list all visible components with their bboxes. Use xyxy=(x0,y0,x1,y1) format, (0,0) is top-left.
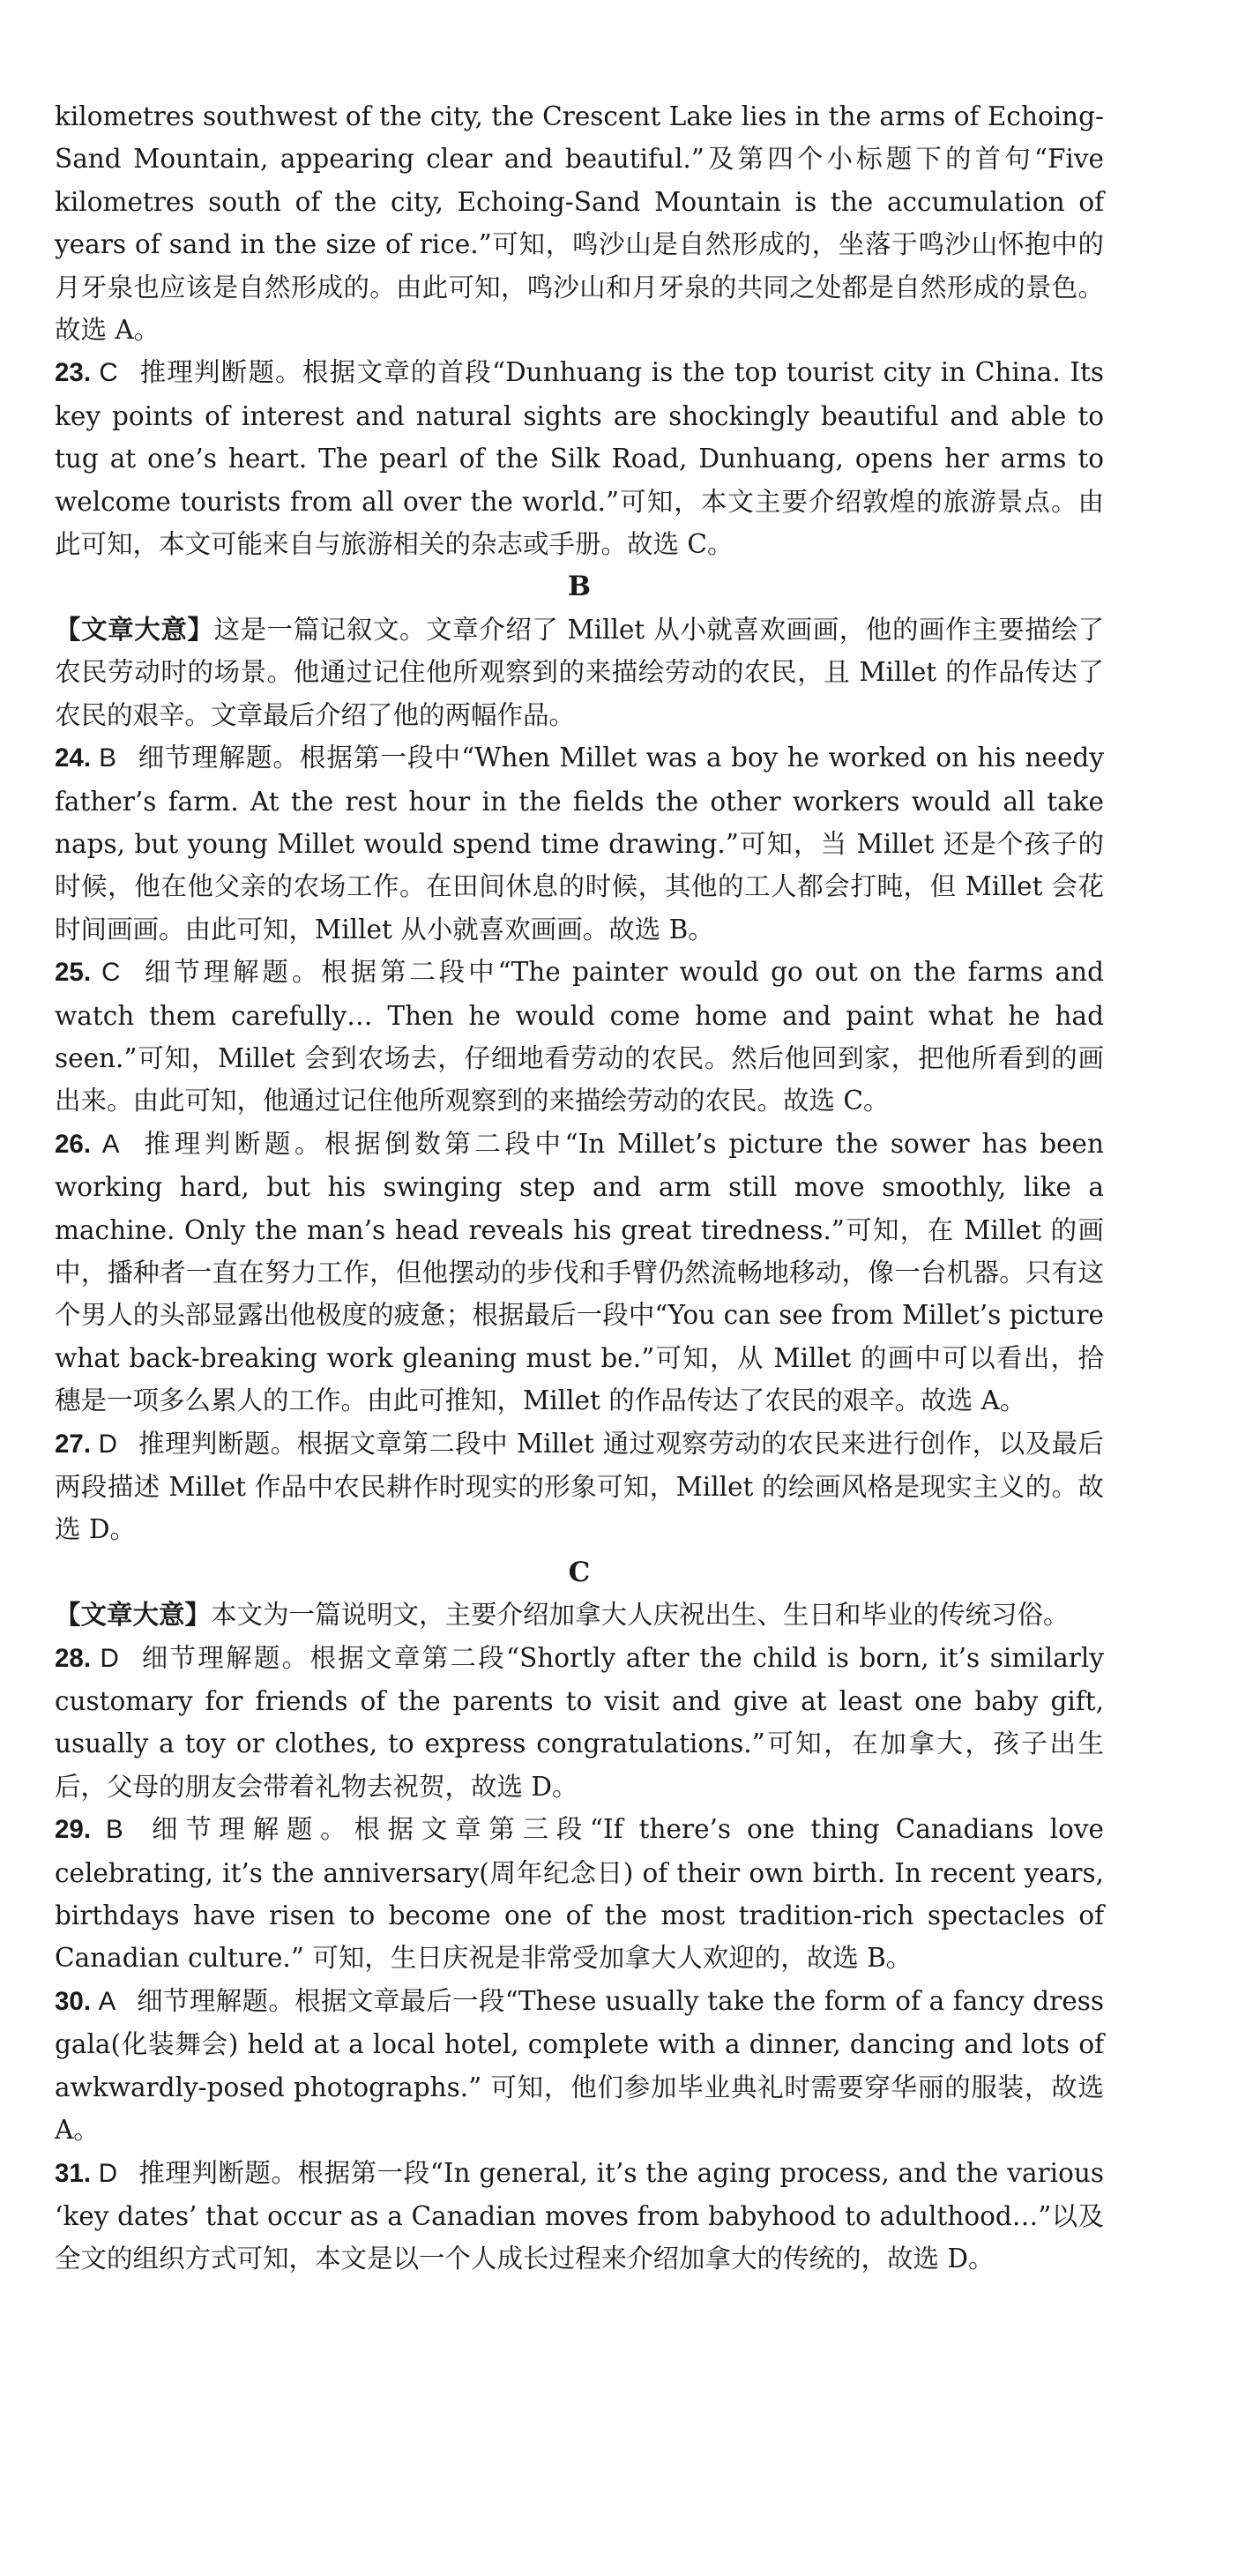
summary-text: 本文为一篇说明文，主要介绍加拿大人庆祝出生、生日和毕业的传统习俗。 xyxy=(211,1600,1070,1631)
section-heading-c: C xyxy=(568,1556,591,1588)
explanation-text: 细节理解题。根据文章第二段“Shortly after the child is born, it’s similarly customary for friends of the parents to visit and give at least one baby gift, usually a toy or clothes, to express congratulations.”可知，在加拿大，孩子出生后，父母的朋友会带着礼物去祝贺，故选 D。 xyxy=(55,1642,1104,1802)
answer-31: 31. D 推理判断题。根据第一段“In general, it’s the aging process, and the various ‘key dates’ that occur as a Canadian moves from babyhood to adulthood…”以及全文的组织方式可知，本文是以一个人成长过程来介绍加拿大的传统的，故选 D。 xyxy=(55,2157,1104,2274)
summary-c xyxy=(55,1594,1104,1636)
summary-text: 这是一篇记叙文。文章介绍了 Millet 从小就喜欢画画，他的画作主要描绘了农民劳动时的场景。他通过记住他所观察到的来描绘劳动的农民，且 Millet 的作品传达了农民的艰辛。文章最后介绍了他的两幅作品。 xyxy=(55,614,1104,730)
summary-b xyxy=(55,609,1104,736)
explanation-text: 推理判断题。根据第一段“In general, it’s the aging process, and the various ‘key dates’ that occur as a Canadian moves from babyhood to adulthood…”以及全文的组织方式可知，本文是以一个人成长过程来介绍加拿大的传统的，故选 D。 xyxy=(55,2157,1104,2274)
explanation-text: 推理判断题。根据文章的首段“Dunhuang is the top tourist city in China. Its key points of interest and natural sights are shockingly beautiful and able to tug at one’s heart. The pearl of the Silk Road, Dunhuang, opens her arms to welcome tourists from all over the world.”可知，本文主要介绍敦煌的旅游景点。由此可知，本文可能来自与旅游相关的杂志或手册。故选 C。 xyxy=(55,357,1104,560)
question-number: 25 xyxy=(55,958,84,988)
intro-paragraph: kilometres southwest of the city, the Crescent Lake lies in the arms of Echoing-Sand Mountain, appearing clear and beautiful.”及第四个小标题下的首句“Five kilometres south of the city, Echoing-Sand Mountain is the accumulation of years of sand in the size of rice.”可知，鸣沙山是自然形成的，坐落于鸣沙山怀抱中的月牙泉也应该是自然形成的。由此可知，鸣沙山和月牙泉的共同之处都是自然形成的景色。故选 A。 xyxy=(55,101,1104,346)
explanation-text: 推理判断题。根据倒数第二段中“In Millet’s picture the sower has been working hard, but his swinging step and arm still move smoothly, like a machine. Only the man’s head reveals his great tiredness.”可知，在 Millet 的画中，播种者一直在努力工作，但他摆动的步伐和手臂仍然流畅地移动，像一台机器。只有这个男人的头部显露出他极度的疲惫；根据最后一段中“You can see from Millet’s picture what back-breaking work gleaning must be.”可知，从 Millet 的画中可以看出，拾穗是一项多么累人的工作。由此可推知，Millet 的作品传达了农民的艰辛。故选 A。 xyxy=(55,1128,1104,1416)
answer-23: 23. C 推理判断题。根据文章的首段“Dunhuang is the top tourist city in China. Its key points of interest and natural sights are shockingly beautiful and able to tug at one’s heart. The pearl of the Silk Road, Dunhuang, opens her arms to welcome tourists from all over the world.”可知，本文主要介绍敦煌的旅游景点。由此可知，本文可能来自与旅游相关的杂志或手册。故选 C。 xyxy=(55,357,1104,560)
answer-30: 30. A 细节理解题。根据文章最后一段“These usually take the form of a fancy dress gala(化装舞会) held at a local hotel, complete with a dinner, dancing and lots of awkwardly-posed photographs.” 可知，他们参加毕业典礼时需要穿华丽的服装，故选 A。 xyxy=(55,1985,1104,2146)
question-number: 23 xyxy=(55,358,84,388)
answer-letter: C xyxy=(99,358,118,388)
explanation-text: 细节理解题。根据文章最后一段“These usually take the form of a fancy dress gala(化装舞会) held at a local hotel, complete with a dinner, dancing and lots of awkwardly-posed photographs.” 可知，他们参加毕业典礼时需要穿华丽的服装，故选 A。 xyxy=(55,1985,1104,2146)
answer-24: 24. B 细节理解题。根据第一段中“When Millet was a boy he worked on his needy father’s farm. At the rest hour in the fields the other workers would all take naps, but young Millet would spend time drawing.”可知，当 Millet 还是个孩子的时候，他在他父亲的农场工作。在田间休息的时候，其他的工人都会打盹，但 Millet 会花时间画画。由此可知，Millet 从小就喜欢画画。故选 B。 xyxy=(55,743,1104,945)
answer-letter: B xyxy=(99,743,116,773)
answer-letter: B xyxy=(105,1815,123,1845)
question-number: 24 xyxy=(55,743,84,773)
summary-tag: 【文章大意】 xyxy=(55,1599,212,1631)
answer-letter: A xyxy=(98,1986,116,2016)
answer-letter: A xyxy=(101,1129,120,1159)
question-number: 28 xyxy=(55,1643,84,1673)
question-number: 31 xyxy=(55,2158,84,2188)
answer-29: 29. B 细节理解题。根据文章第三段“If there’s one thing Canadians love celebrating, it’s the anniversary(周年纪念日) of their own birth. In recent years, birthdays have risen to become one of the most tradition-rich spectacles of Canadian culture.” 可知，生日庆祝是非常受加拿大人欢迎的，故选 B。 xyxy=(55,1814,1104,1974)
section-heading-b: B xyxy=(567,571,592,603)
explanation-text: 推理判断题。根据文章第二段中 Millet 通过观察劳动的农民来进行创作，以及最后两段描述 Millet 作品中农民耕作时现实的形象可知，Millet 的绘画风格是现实主义的。故选 D。 xyxy=(55,1428,1104,1545)
explanation-text: 细节理解题。根据文章第三段“If there’s one thing Canadians love celebrating, it’s the anniversary(周年纪念日) of their own birth. In recent years, birthdays have risen to become one of the most tradition-rich spectacles of Canadian culture.” 可知，生日庆祝是非常受加拿大人欢迎的，故选 B。 xyxy=(55,1814,1104,1974)
explanation-text: 细节理解题。根据第二段中“The painter would go out on the farms and watch them carefully… Then he would come home and paint what he had seen.”可知，Millet 会到农场去，仔细地看劳动的农民。然后他回到家，把他所看到的画出来。由此可知，他通过记住他所观察到的来描绘劳动的农民。故选 C。 xyxy=(55,957,1104,1116)
answer-letter: C xyxy=(101,958,121,988)
answer-letter: D xyxy=(98,2158,118,2188)
question-number: 26 xyxy=(55,1129,84,1159)
answer-27: 27. D 推理判断题。根据文章第二段中 Millet 通过观察劳动的农民来进行创作，以及最后两段描述 Millet 作品中农民耕作时现实的形象可知，Millet 的绘画风格是现实主义的。故选 D。 xyxy=(55,1428,1104,1545)
question-number: 30 xyxy=(55,1986,84,2016)
summary-tag: 【文章大意】 xyxy=(55,613,214,645)
question-number: 29 xyxy=(55,1815,84,1845)
explanation-text: 细节理解题。根据第一段中“When Millet was a boy he worked on his needy father’s farm. At the rest hour in the fields the other workers would all take naps, but young Millet would spend time drawing.”可知，当 Millet 还是个孩子的时候，他在他父亲的农场工作。在田间休息的时候，其他的工人都会打盹，但 Millet 会花时间画画。由此可知，Millet 从小就喜欢画画。故选 B。 xyxy=(55,743,1104,945)
question-number: 27 xyxy=(55,1429,84,1459)
answer-letter: D xyxy=(100,1643,119,1673)
answer-28: 28. D 细节理解题。根据文章第二段“Shortly after the child is born, it’s similarly customary for friends of the parents to visit and give at least one baby gift, usually a toy or clothes, to express congratulations.”可知，在加拿大，孩子出生后，父母的朋友会带着礼物去祝贺，故选 D。 xyxy=(55,1642,1104,1802)
answer-25: 25. C 细节理解题。根据第二段中“The painter would go out on the farms and watch them carefully… Then he would come home and paint what he had seen.”可知，Millet 会到农场去，仔细地看劳动的农民。然后他回到家，把他所看到的画出来。由此可知，他通过记住他所观察到的来描绘劳动的农民。故选 C。 xyxy=(55,957,1104,1116)
answer-letter: D xyxy=(98,1429,117,1459)
answer-26: 26. A 推理判断题。根据倒数第二段中“In Millet’s picture the sower has been working hard, but his swinging step and arm still move smoothly, like a machine. Only the man’s head reveals his great tiredness.”可知，在 Millet 的画中，播种者一直在努力工作，但他摆动的步伐和手臂仍然流畅地移动，像一台机器。只有这个男人的头部显露出他极度的疲惫；根据最后一段中“You can see from Millet’s picture what back-breaking work gleaning must be.”可知，从 Millet 的画中可以看出，拾穗是一项多么累人的工作。由此可推知，Millet 的作品传达了农民的艰辛。故选 A。 xyxy=(55,1128,1104,1416)
